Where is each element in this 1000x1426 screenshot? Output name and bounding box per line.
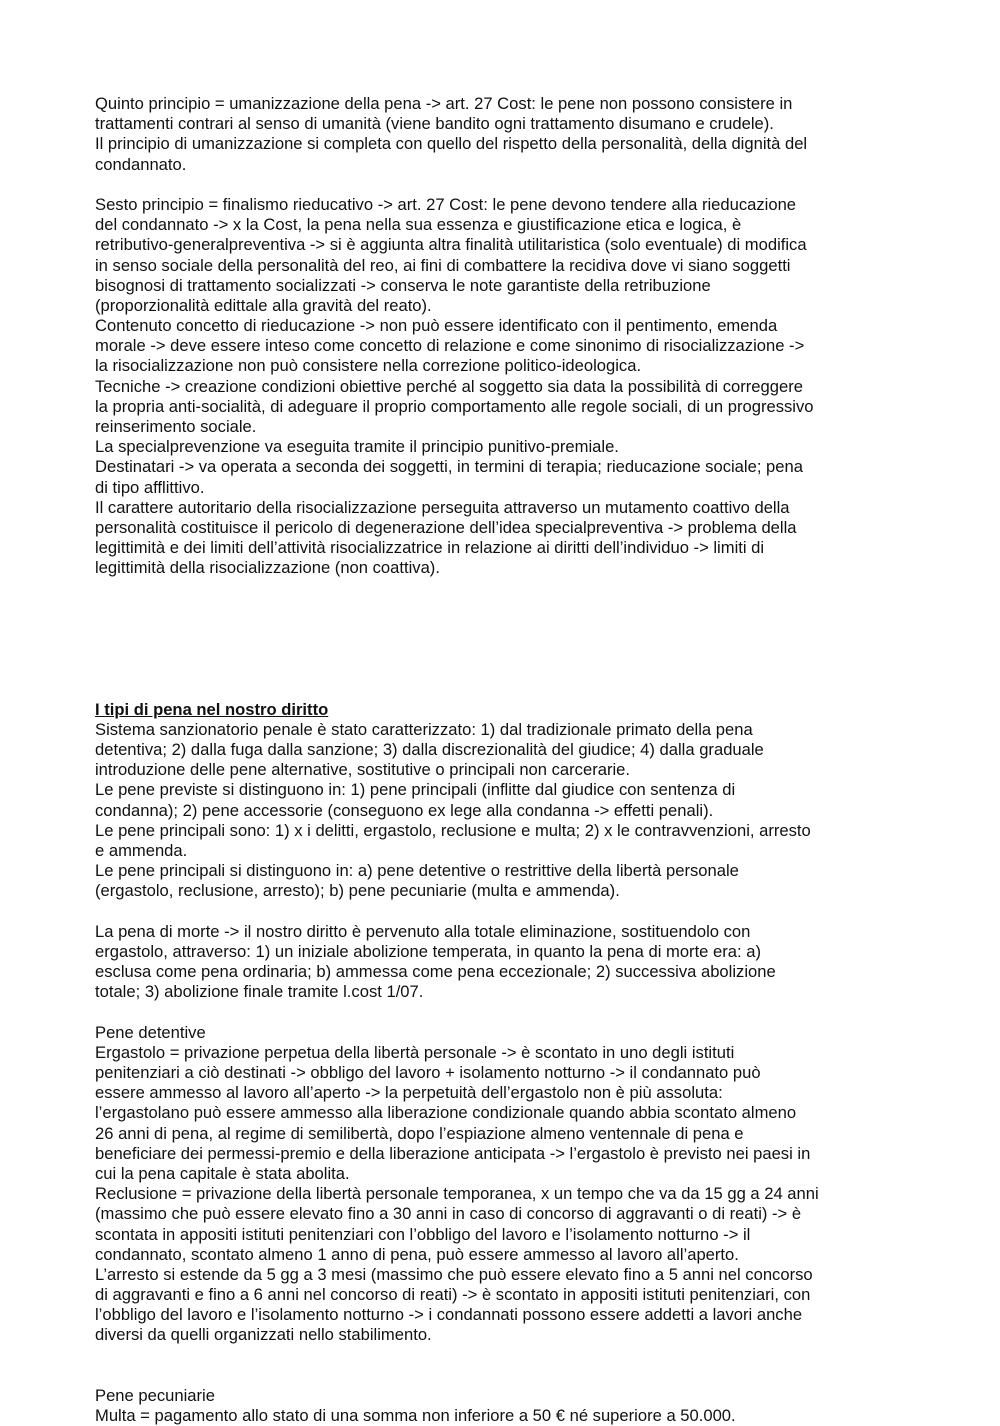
text-line: detentiva; 2) dalla fuga dalla sanzione; 3) dalla discrezionalità del giudice; 4) dalla graduale [95,740,764,759]
text-line: ergastolo, attraverso: 1) un iniziale abolizione temperata, in quanto la pena di morte era: a) [95,941,761,961]
text-line: Tecniche -> creazione condizioni obiettive perché al soggetto sia data la possibilità di correggere [95,376,803,396]
paragraph-pene-pecuniarie [95,1386,915,1426]
text-line: Reclusione = privazione della libertà personale temporanea, x un tempo che va da 15 gg a 24 anni [95,1184,819,1204]
text-line: Sistema sanzionatorio penale è stato caratterizzato: 1) dal tradizionale primato della pena [95,719,753,739]
text-line: diversi da quelli organizzati nello stabilimento. [95,1325,432,1345]
section-heading: I tipi di pena nel nostro diritto [95,699,329,719]
text-line [95,579,915,599]
text-line: legittimità e dei limiti dell’attività risocializzatrice in relazione ai diritti dell’individuo -> limiti di [95,538,765,558]
section-tipi-di-pena [95,700,915,902]
text-line: Contenuto concetto di rieducazione -> non può essere identificato con il pentimento, emenda [95,316,778,336]
text-line: Le pene principali si distinguono in: a) pene detentive o restrittive della libertà personale [95,861,739,881]
subsection-title: Pene pecuniarie [95,1386,215,1405]
text-line [95,599,915,619]
text-line: e ammenda. [95,840,188,860]
text-line: Sesto principio = finalismo rieducativo -> art. 27 Cost: le pene devono tendere alla rieducazione [95,194,797,214]
text-line: di aggravanti e fino a 6 anni nel concorso di reati) -> è scontato in appositi istituti penitenziari, con [95,1285,811,1305]
text-line: introduzione delle pene alternative, sostitutive o principali non carcerarie. [95,760,630,780]
text-line: cui la pena capitale è stata abolita. [95,1163,350,1183]
text-line: condannato, scontato almeno 1 anno di pena, può essere ammesso al lavoro all’aperto. [95,1244,739,1264]
text-line: (massimo che può essere elevato fino a 30 anni in caso di concorso di aggravanti o di reati) -> è [95,1204,802,1224]
text-line [95,659,915,679]
text-line: la propria anti-socialità, di adeguare il proprio comportamento alle regole sociali, di un progressivo [95,396,814,416]
text-line: personalità costituisce il pericolo di degenerazione dell’idea specialpreventiva -> problema della [95,517,797,537]
text-line: l’ergastolano può essere ammesso alla liberazione condizionale quando abbia scontato almeno [95,1103,797,1123]
text-line: La pena di morte -> il nostro diritto è pervenuto alla totale eliminazione, sostituendolo con [95,921,751,941]
text-line: esclusa come pena ordinaria; b) ammessa come pena eccezionale; 2) successiva abolizione [95,962,776,982]
text-line [95,619,915,639]
text-line: 26 anni di pena, al regime di semilibertà, dopo l’espiazione almeno ventennale di pena e [95,1123,744,1143]
text-line: condannato. [95,154,187,174]
text-line: Quinto principio = umanizzazione della pena -> art. 27 Cost: le pene non possono consistere in [95,94,793,113]
text-line: essere ammesso al lavoro all’aperto -> la perpetuità dell’ergastolo non è più assoluta: [95,1083,723,1103]
text-line: Le pene previste si distinguono in: 1) pene principali (inflitte dal giudice con sentenza di [95,780,736,800]
subsection-title: Pene detentive [95,1022,206,1042]
text-line: La specialprevenzione va eseguita tramite il principio punitivo-premiale. [95,437,619,457]
paragraph-spacer [95,902,915,922]
text-line: scontata in appositi istituti penitenziari con l’obbligo del lavoro e l’isolamento notturno -> il [95,1224,751,1244]
text-line: penitenziari a ciò destinati -> obbligo del lavoro + isolamento notturno -> il condannato può [95,1063,761,1082]
paragraph-pena-di-morte [95,922,915,1003]
text-line: in senso sociale della personalità del reo, ai fini di combattere la recidiva dove vi siano soggetti [95,255,791,275]
paragraph-quinto-principio [95,94,915,175]
text-line: di tipo afflittivo. [95,477,205,497]
text-line: L’arresto si estende da 5 gg a 3 mesi (massimo che può essere elevato fino a 5 anni nel concorso [95,1264,813,1284]
text-line: l’obbligo del lavoro e l’isolamento notturno -> i condannati possono essere addetti a lavori anche [95,1305,803,1325]
document-page [95,94,915,1426]
text-line: Il principio di umanizzazione si completa con quello del rispetto della personalità, della dignità del [95,134,808,154]
paragraph-spacer [95,1366,915,1386]
paragraph-spacer [95,1002,915,1022]
text-line: legittimità della risocializzazione (non coattiva). [95,558,440,578]
text-line: (ergastolo, reclusione, arresto); b) pene pecuniarie (multa e ammenda). [95,881,620,901]
text-line: Ergastolo = privazione perpetua della libertà personale -> è scontato in uno degli istituti [95,1042,735,1062]
paragraph-sesto-principio [95,195,915,680]
text-line: beneficiare dei permessi-premio e della liberazione anticipata -> l’ergastolo è previsto nei paesi in [95,1143,811,1163]
text-line: bisognosi di trattamento socializzati -> conserva le note garantiste della retribuzione [95,275,711,295]
text-line: Multa = pagamento allo stato di una somma non inferiore a 50 € né superiore a 50.000. [95,1406,736,1426]
text-line: Destinatari -> va operata a seconda dei soggetti, in termini di terapia; rieducazione sociale; pena [95,457,803,477]
text-line: Il carattere autoritario della risocializzazione perseguita attraverso un mutamento coattivo della [95,497,790,517]
paragraph-spacer [95,175,915,195]
text-line [95,639,915,659]
text-line: retributivo-generalpreventiva -> si è aggiunta altra finalità utilitaristica (solo eventuale) di modifica [95,235,807,255]
paragraph-spacer [95,679,915,699]
text-line: morale -> deve essere inteso come concetto di relazione e come sinonimo di risocializzazione -> [95,336,805,356]
text-line: reinserimento sociale. [95,417,257,436]
paragraph-pene-detentive [95,1023,915,1366]
text-line: condanna); 2) pene accessorie (conseguono ex lege alla condanna -> effetti penali). [95,800,714,820]
text-line [95,1346,915,1366]
text-line: la risocializzazione non può consistere nella correzione politico-ideologica. [95,356,642,376]
text-line: del condannato -> x la Cost, la pena nella sua essenza e giustificazione etica e logica, è [95,215,742,235]
text-line: totale; 3) abolizione finale tramite l.cost 1/07. [95,982,424,1002]
text-line: Le pene principali sono: 1) x i delitti, ergastolo, reclusione e multa; 2) x le contravvenzioni, arresto [95,820,811,840]
text-line: trattamenti contrari al senso di umanità (viene bandito ogni trattamento disumano e crudele). [95,114,774,134]
text-line: (proporzionalità edittale alla gravità del reato). [95,295,432,315]
